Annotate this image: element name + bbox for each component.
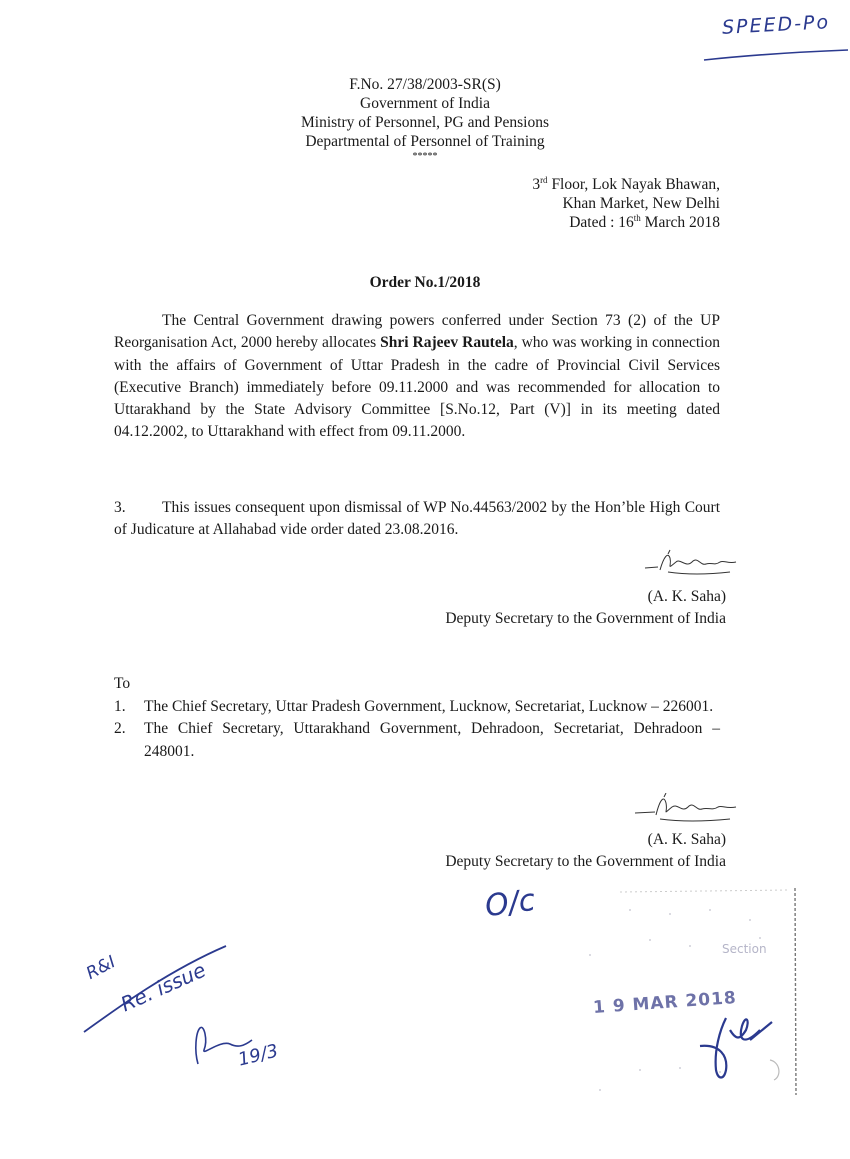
government-name: Government of India (360, 95, 490, 112)
signature-block-1 (400, 586, 726, 630)
address-block (480, 175, 720, 232)
address-line-2: Khan Market, New Delhi (562, 195, 720, 212)
stamp-received-date: 1 9 MAR 2018 (592, 988, 738, 1018)
handwritten-reissue-note: Re. issue (117, 957, 210, 1017)
order-paragraph-3: 3. This issues consequent upon dismissal of WP No.44563/2002 by the Hon’ble High Court of Judicature at Allahabad vide order dated 23.08.2016. (114, 499, 720, 539)
signature-scribble-2 (630, 793, 750, 825)
handwritten-oc-note: O/c (482, 882, 538, 925)
handwritten-underline (700, 45, 850, 65)
recipient-item: 2. The Chief Secretary, Uttarakhand Government, Dehradoon, Secretariat, Dehradoon – 248001. (114, 720, 720, 760)
recipient-item: 1. The Chief Secretary, Uttar Pradesh Government, Lucknow, Secretariat, Lucknow – 226001. (114, 697, 714, 715)
header-separator: ***** (412, 151, 438, 162)
handwritten-date-note: 19/3 (236, 1040, 281, 1071)
allocated-officer-name: Shri Rajeev Rautela (380, 334, 514, 352)
signatory-designation: Deputy Secretary to the Government of India (445, 610, 726, 627)
department-name: Departmental of Personnel of Training (305, 133, 545, 150)
signature-scribble-1 (640, 548, 750, 578)
address-line-1: 3rd Floor, Lok Nayak Bhawan, (532, 175, 720, 193)
stamp-section-text: Section (722, 942, 767, 956)
file-number: F.No. 27/38/2003-SR(S) (349, 76, 501, 93)
handwritten-initials (690, 1000, 780, 1090)
date-line: Dated : 16th March 2018 (569, 213, 720, 231)
order-title: Order No.1/2018 (369, 274, 481, 291)
order-paragraph-1: The Central Government drawing powers conferred under Section 73 (2) of the UP Reorganisation Act, 2000 hereby allocates Shri Rajeev Rautela, who was working in connection with the affairs of Government of Uttar Pradesh in the cadre of Provincial Civil Services (Executive Branch) immediately before 09.11.2000 and was recommended for allocation to Uttarakhand by the State Advisory Committee [S.No.12, Part (V)] in its meeting dated 04.12.2002, to Uttarakhand with effect from 09.11.2000. (114, 312, 720, 441)
signatory-designation: Deputy Secretary to the Government of India (445, 853, 726, 870)
to-label: To (114, 675, 131, 692)
letterhead (250, 75, 600, 163)
handwritten-rai-note: R&I (83, 952, 120, 984)
handwritten-speed-post-note: SPEED-Po (721, 11, 831, 39)
signatory-name: (A. K. Saha) (647, 831, 726, 848)
signatory-name: (A. K. Saha) (647, 588, 726, 605)
signature-block-2 (400, 829, 726, 873)
recipients-list (114, 673, 720, 763)
ministry-name: Ministry of Personnel, PG and Pensions (301, 114, 549, 131)
